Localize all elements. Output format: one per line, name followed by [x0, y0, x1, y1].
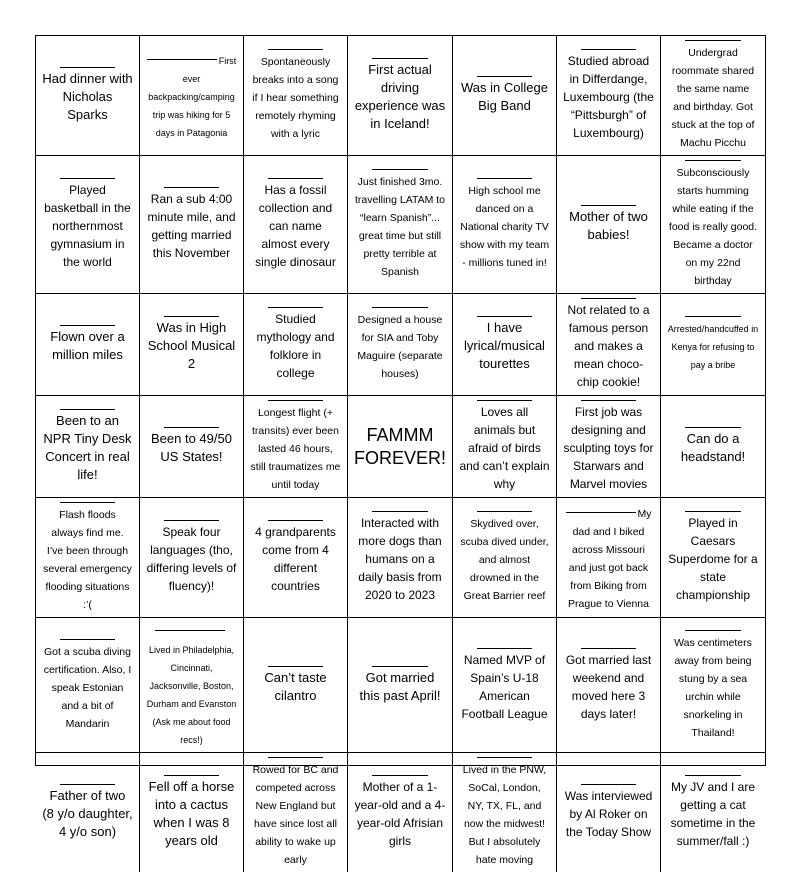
blank-line	[477, 178, 532, 179]
cell-text: Studied mythology and folklore in college	[256, 312, 335, 380]
blank-line	[60, 325, 115, 326]
bingo-cell[interactable]	[557, 294, 661, 396]
cell-text: Interacted with more dogs than humans on a daily basis from 2020 to 2023	[358, 516, 442, 602]
blank-line	[372, 666, 427, 667]
bingo-cell[interactable]	[140, 753, 244, 872]
blank-line	[685, 775, 740, 776]
bingo-cell[interactable]	[661, 156, 765, 294]
cell-text: Longest flight (+ transits) ever been lasted 46 hours, still traumatizes me until today	[250, 407, 341, 491]
cell-text: Undergrad roommate shared the same name and birthday. Got stuck at the top of Machu Picchu	[671, 47, 755, 149]
bingo-cell[interactable]	[661, 294, 765, 396]
blank-line	[164, 775, 219, 776]
free-space-text: FAMMM FOREVER!	[353, 425, 446, 468]
blank-line	[268, 400, 323, 401]
blank-line	[268, 49, 323, 50]
cell-text: Lived in the PNW, SoCal, London, NY, TX, FL, and now the midwest! But I absolutely hate moving	[462, 764, 547, 866]
bingo-cell[interactable]	[244, 36, 348, 156]
blank-line	[477, 316, 532, 317]
cell-text: First job was designing and sculpting toys for Starwars and Marvel movies	[563, 405, 654, 491]
blank-line	[685, 427, 740, 428]
bingo-cell[interactable]	[453, 753, 557, 872]
blank-line	[147, 59, 217, 60]
bingo-cell[interactable]	[140, 156, 244, 294]
cell-text: Played in Caesars Superdome for a state championship	[668, 516, 758, 602]
bingo-cell[interactable]	[557, 396, 661, 498]
blank-line	[685, 630, 740, 631]
blank-line	[685, 160, 740, 161]
cell-text: Skydived over, scuba dived under, and almost drowned in the Great Barrier reef	[460, 518, 549, 602]
bingo-cell[interactable]	[557, 753, 661, 872]
cell-text: Mother of a 1-year-old and a 4-year-old Afrisian girls	[354, 780, 446, 848]
bingo-cell[interactable]	[661, 753, 765, 872]
cell-text: Can do a headstand!	[680, 431, 746, 464]
cell-text: Named MVP of Spain’s U-18 American Football League	[461, 652, 548, 721]
bingo-cell[interactable]	[140, 396, 244, 498]
blank-line	[581, 298, 636, 299]
cell-text: Had dinner with Nicholas Sparks	[42, 71, 133, 122]
bingo-cell[interactable]	[140, 498, 244, 618]
blank-line	[372, 511, 427, 512]
bingo-cell[interactable]	[453, 294, 557, 396]
blank-line	[477, 648, 532, 649]
cell-text: Got a scuba diving certification. Also, I speak Estonian and a bit of Mandarin	[43, 645, 132, 730]
blank-line	[477, 400, 532, 401]
bingo-cell[interactable]	[36, 396, 140, 498]
blank-line	[268, 666, 323, 667]
cell-text: Can’t taste cilantro	[264, 669, 327, 703]
bingo-cell[interactable]	[36, 156, 140, 294]
blank-line	[372, 169, 427, 170]
bingo-cell[interactable]	[244, 498, 348, 618]
bingo-cell[interactable]	[661, 36, 765, 156]
bingo-cell[interactable]	[244, 618, 348, 753]
blank-line	[268, 520, 323, 521]
bingo-cell[interactable]	[557, 156, 661, 294]
cell-text: Got married last weekend and moved here 3 days later!	[565, 652, 652, 721]
bingo-cell[interactable]	[244, 294, 348, 396]
blank-line	[268, 178, 323, 179]
cell-text: Was in High School Musical 2	[147, 320, 236, 371]
cell-text: Mother of two babies!	[569, 209, 648, 242]
cell-text: Played basketball in the northernmost gymnasium in the world	[44, 183, 131, 269]
bingo-cell[interactable]	[557, 498, 661, 618]
blank-line	[685, 316, 740, 317]
bingo-cell[interactable]	[348, 156, 453, 294]
bingo-cell[interactable]	[661, 396, 765, 498]
bingo-cell[interactable]	[453, 156, 557, 294]
bingo-cell[interactable]	[36, 498, 140, 618]
bingo-cell[interactable]	[36, 618, 140, 753]
bingo-cell[interactable]	[244, 753, 348, 872]
bingo-cell[interactable]	[348, 294, 453, 396]
cell-text: Has a fossil collection and can name almost every single dinosaur	[255, 183, 336, 269]
bingo-cell[interactable]	[348, 36, 453, 156]
bingo-cell[interactable]	[36, 753, 140, 872]
cell-text: Lived in Philadelphia, Cincinnati, Jacksonville, Boston, Durham and Evanston (Ask me about food recs!)	[146, 645, 237, 745]
bingo-cell[interactable]	[557, 36, 661, 156]
blank-line	[581, 205, 636, 206]
bingo-cell[interactable]	[453, 396, 557, 498]
bingo-cell[interactable]	[140, 36, 244, 156]
blank-line	[60, 784, 115, 785]
cell-text: I have lyrical/musical tourettes	[464, 320, 545, 371]
bingo-cell[interactable]	[36, 294, 140, 396]
blank-line	[268, 307, 323, 308]
cell-text: My JV and I are getting a cat sometime in the summer/fall :)	[670, 780, 756, 848]
blank-line	[164, 187, 219, 188]
cell-text: Loves all animals but afraid of birds and can’t explain why	[459, 405, 550, 491]
cell-text: Was centimeters away from being stung by a sea urchin while snorkeling in Thailand!	[674, 636, 752, 739]
cell-text: My dad and I biked across Missouri and just got back from Biking from Prague to Vienna	[568, 507, 652, 610]
bingo-cell[interactable]	[453, 618, 557, 753]
blank-line	[566, 512, 636, 513]
cell-text: Arrested/handcuffed in Kenya for refusing to pay a bribe	[667, 324, 759, 370]
blank-line	[164, 427, 219, 428]
cell-text: Flash floods always find me. I’ve been through several emergency flooding situations :’(	[43, 509, 132, 611]
free-space-cell[interactable]	[348, 396, 453, 498]
bingo-cell[interactable]	[244, 396, 348, 498]
blank-line	[685, 40, 740, 41]
cell-text: Been to an NPR Tiny Desk Concert in real life!	[43, 413, 132, 482]
cell-text: Was in College Big Band	[461, 80, 548, 113]
blank-line	[685, 511, 740, 512]
blank-line	[477, 511, 532, 512]
bingo-cell[interactable]	[453, 36, 557, 156]
bingo-cell[interactable]	[36, 36, 140, 156]
cell-text: Not related to a famous person and makes a mean choco-chip cookie!	[567, 303, 650, 389]
cell-text: Studied abroad in Differdange, Luxembourg (the “Pittsburgh” of Luxembourg)	[563, 54, 654, 140]
cell-text: Father of two (8 y/o daughter, 4 y/o son)	[42, 788, 133, 839]
cell-text: Fell off a horse into a cactus when I was 8 years old	[148, 779, 235, 848]
blank-line	[372, 775, 427, 776]
blank-line	[60, 178, 115, 179]
cell-text: Just finished 3mo. travelling LATAM to “learn Spanish”... great time but still pretty terrible at Spanish	[354, 176, 446, 278]
bingo-cell[interactable]	[244, 156, 348, 294]
blank-line	[164, 520, 219, 521]
blank-line	[60, 409, 115, 410]
blank-line	[477, 757, 532, 758]
cell-text: 4 grandparents come from 4 different countries	[255, 525, 336, 593]
bingo-cell[interactable]	[661, 498, 765, 618]
blank-line	[268, 757, 323, 758]
cell-text: Subconsciously starts humming while eating if the food is really good. Became a doctor on my 22nd birthday	[668, 167, 758, 287]
cell-text: Got married this past April!	[359, 669, 441, 703]
cell-text: Ran a sub 4:00 minute mile, and getting married this November	[147, 192, 236, 260]
blank-line	[477, 76, 532, 77]
blank-line	[581, 784, 636, 785]
cell-text: High school me danced on a National charity TV show with my team - millions tuned in!	[459, 185, 550, 269]
bingo-cell[interactable]	[348, 753, 453, 872]
blank-line	[581, 400, 636, 401]
blank-line	[60, 502, 115, 503]
bingo-cell[interactable]	[557, 618, 661, 753]
blank-line	[164, 316, 219, 317]
cell-text: Speak four languages (tho, differing levels of fluency)!	[146, 525, 237, 593]
blank-line	[155, 630, 225, 631]
blank-line	[581, 49, 636, 50]
cell-text: Been to 49/50 US States!	[151, 431, 232, 464]
cell-text: Spontaneously breaks into a song if I hear something remotely rhyming with a lyric	[252, 56, 339, 140]
cell-text: Flown over a million miles	[50, 329, 125, 362]
bingo-board	[35, 35, 766, 866]
blank-line	[60, 639, 115, 640]
blank-line	[60, 67, 115, 68]
bingo-cell[interactable]	[348, 498, 453, 618]
bingo-cell[interactable]	[140, 294, 244, 396]
blank-line	[372, 307, 427, 308]
bingo-cell[interactable]	[140, 618, 244, 753]
cell-text: Rowed for BC and competed across New England but have since lost all ability to wake up early	[252, 764, 339, 866]
cell-text: Was interviewed by Al Roker on the Today Show	[564, 789, 653, 839]
bingo-cell[interactable]	[348, 618, 453, 753]
cell-text: First actual driving experience was in Iceland!	[354, 62, 446, 131]
bingo-cell[interactable]	[661, 618, 765, 753]
blank-line	[372, 58, 427, 59]
blank-line	[581, 648, 636, 649]
bingo-cell[interactable]	[453, 498, 557, 618]
cell-text: Designed a house for SIA and Toby Maguire (separate houses)	[357, 314, 443, 380]
cell-text: First ever backpacking/camping trip was hiking for 5 days in Patagonia	[148, 55, 237, 138]
